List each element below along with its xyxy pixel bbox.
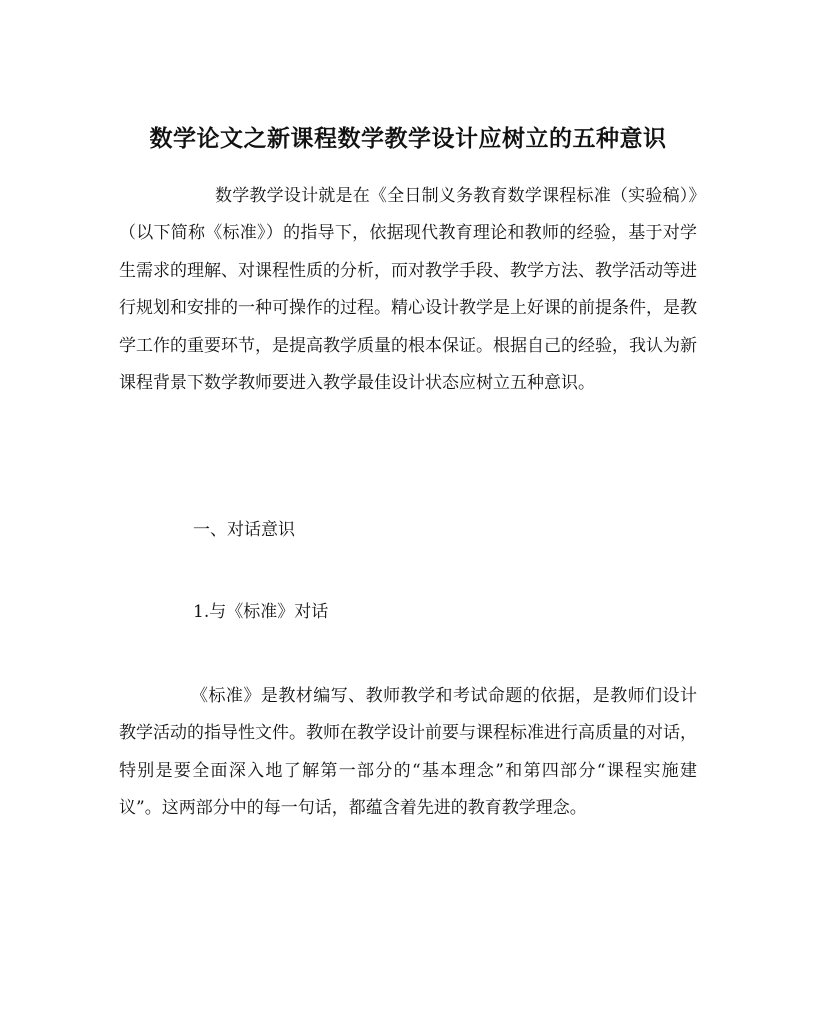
subsection-heading: 1.与《标准》对话	[193, 602, 329, 622]
body-paragraph: 《标准》是教材编写、教师教学和考试命题的依据，是教师们设计教学活动的指导性文件。教师在教学设计前要与课程标准进行高质量的对话，特别是要全面深入地了解第一部分的“基本理念”和第四部分“课程实施建议”。这两部分中的每一句话，都蕴含着先进的教育教学理念。	[119, 686, 697, 819]
document-title: 数学论文之新课程数学教学设计应树立的五种意识	[149, 125, 667, 153]
section-heading: 一、对话意识	[193, 520, 295, 540]
intro-paragraph: 数学教学设计就是在《全日制义务教育数学课程标准（实验稿）》（以下简称《标准》）的指导下，依据现代教育理论和教师的经验，基于对学生需求的理解、对课程性质的分析，而对教学手段、教学方法、教学活动等进行规划和安排的一种可操作的过程。精心设计教学是上好课的前提条件，是教学工作的重要环节，是提高教学质量的根本保证。根据自己的经验，我认为新课程背景下数学教师要进入教学最佳设计状态应树立五种意识。	[119, 186, 697, 394]
